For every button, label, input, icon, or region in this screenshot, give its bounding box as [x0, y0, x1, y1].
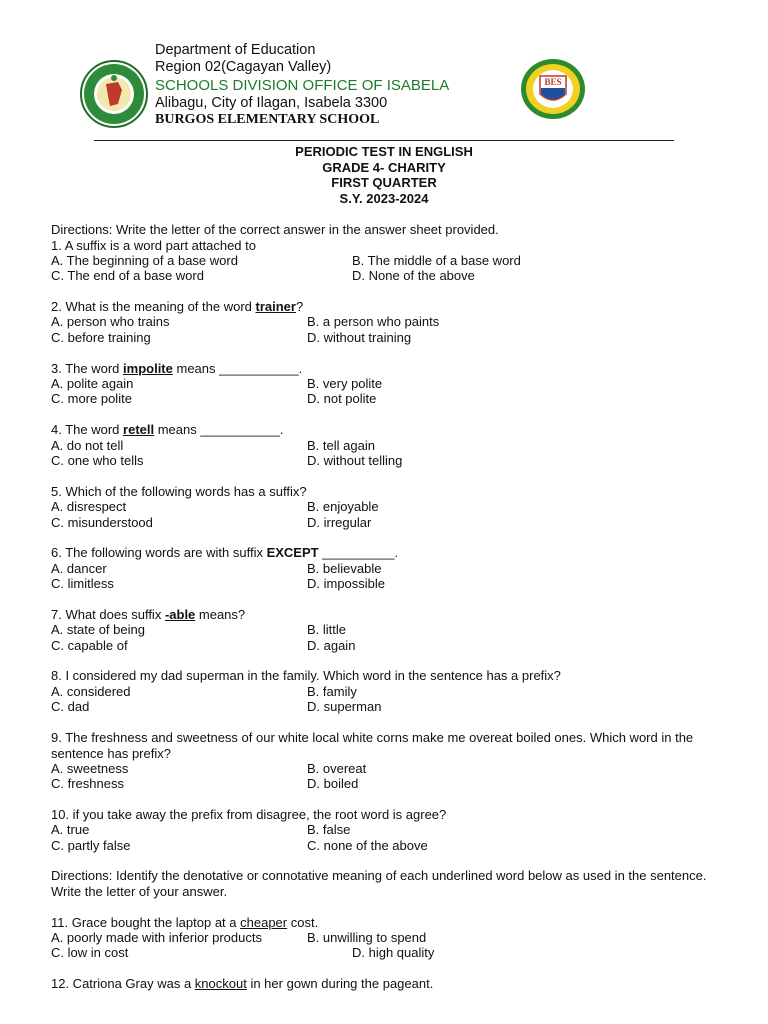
question-7-choice-b: B. little	[307, 622, 347, 637]
school-seal-letters: BES	[544, 77, 562, 87]
question-10-choice-a: A. true	[51, 822, 90, 837]
question-5-stem: 5. Which of the following words has a suffix?	[51, 484, 307, 499]
question-2-choice-b: B. a person who paints	[307, 314, 440, 329]
question-5-choice-b: B. enjoyable	[307, 499, 379, 514]
question-6-choice-a: A. dancer	[51, 561, 107, 576]
question-6-choice-c: C. limitless	[51, 576, 114, 591]
question-10-stem: 10. if you take away the prefix from disagree, the root word is agree?	[51, 807, 447, 822]
question-7-keyword: -able	[164, 607, 196, 622]
question-3-choice-a: A. polite again	[51, 376, 134, 391]
directions-part-1: Directions: Write the letter of the correct answer in the answer sheet provided.	[51, 222, 499, 237]
header-division: SCHOOLS DIVISION OFFICE OF ISABELA	[155, 77, 450, 94]
header-divider	[94, 140, 674, 141]
question-6-choice-d: D. impossible	[307, 576, 386, 591]
question-1-choice-a: A. The beginning of a base word	[51, 253, 238, 268]
question-5-choice-a: A. disrespect	[51, 499, 127, 514]
question-9-choice-d: D. boiled	[307, 776, 359, 791]
header-school-name: BURGOS ELEMENTARY SCHOOL	[155, 112, 380, 127]
question-4-stem: 4. The word retell means ___________.	[51, 422, 284, 437]
test-title: PERIODIC TEST IN ENGLISH	[295, 144, 473, 159]
question-10-choice-b: B. false	[307, 822, 351, 837]
question-4-choice-d: D. without telling	[307, 453, 403, 468]
question-3-choice-d: D. not polite	[307, 391, 377, 406]
question-8-choice-d: D. superman	[307, 699, 382, 714]
question-12-keyword: knockout	[194, 976, 247, 991]
question-9-choice-a: A. sweetness	[51, 761, 129, 776]
test-grade: GRADE 4- CHARITY	[322, 160, 446, 175]
question-2-choice-c: C. before training	[51, 330, 151, 345]
question-7-stem: 7. What does suffix -able means?	[51, 607, 246, 622]
question-4-choice-b: B. tell again	[307, 438, 375, 453]
question-6-choice-b: B. believable	[307, 561, 382, 576]
question-1-stem: 1. A suffix is a word part attached to	[51, 238, 256, 253]
question-2-stem: 2. What is the meaning of the word trainer?	[51, 299, 304, 314]
question-8-choice-b: B. family	[307, 684, 357, 699]
question-11-choice-d: D. high quality	[352, 945, 435, 960]
question-7-choice-c: C. capable of	[51, 638, 128, 653]
school-seal-logo	[520, 58, 586, 120]
question-5-choice-c: C. misunderstood	[51, 515, 153, 530]
question-11-choice-a: A. poorly made with inferior products	[51, 930, 262, 945]
question-4-choice-a: A. do not tell	[51, 438, 124, 453]
question-9-choice-c: C. freshness	[51, 776, 124, 791]
question-9-choice-b: B. overeat	[307, 761, 367, 776]
directions-part-2: Directions: Identify the denotative or connotative meaning of each underlined word below as used in the sentence. Write the letter of your answer.	[51, 868, 707, 899]
question-2-choice-d: D. without training	[307, 330, 412, 345]
deped-seal-logo	[80, 60, 148, 128]
test-school-year: S.Y. 2023-2024	[339, 191, 429, 206]
question-6-stem: 6. The following words are with suffix EXCEPT __________.	[51, 545, 399, 560]
question-11-choice-c: C. low in cost	[51, 945, 129, 960]
question-4-keyword: retell	[123, 422, 155, 437]
question-8-stem: 8. I considered my dad superman in the family. Which word in the sentence has a prefix?	[51, 668, 561, 683]
question-10-choice-c: C. partly false	[51, 838, 131, 853]
question-11-keyword: cheaper	[240, 915, 288, 930]
question-7-choice-a: A. state of being	[51, 622, 145, 637]
header-address: Alibagu, City of Ilagan, Isabela 3300	[155, 95, 388, 111]
question-8-choice-c: C. dad	[51, 699, 90, 714]
question-3-choice-c: C. more polite	[51, 391, 132, 406]
question-10-choice-d: C. none of the above	[307, 838, 428, 853]
question-2-choice-a: A. person who trains	[51, 314, 170, 329]
question-2-keyword: trainer	[255, 299, 296, 314]
question-3-keyword: impolite	[123, 361, 173, 376]
header-department: Department of Education	[155, 42, 316, 58]
question-12-stem: 12. Catriona Gray was a knockout in her gown during the pageant.	[51, 976, 434, 991]
question-3-choice-b: B. very polite	[307, 376, 383, 391]
question-1-choice-b: B. The middle of a base word	[352, 253, 521, 268]
question-7-choice-d: D. again	[307, 638, 356, 653]
test-quarter: FIRST QUARTER	[331, 175, 437, 190]
question-6-keyword: EXCEPT	[266, 545, 319, 560]
question-11-choice-b: B. unwilling to spend	[307, 930, 427, 945]
question-9-stem: 9. The freshness and sweetness of our white local white corns make me overeat boiled ones. Which word in the sentence has prefix?	[51, 730, 694, 761]
question-8-choice-a: A. considered	[51, 684, 131, 699]
header-region: Region 02(Cagayan Valley)	[155, 59, 332, 75]
question-11-stem: 11. Grace bought the laptop at a cheaper cost.	[51, 915, 319, 930]
question-1-choice-c: C. The end of a base word	[51, 268, 204, 283]
question-3-stem: 3. The word impolite means ___________.	[51, 361, 303, 376]
question-5-choice-d: D. irregular	[307, 515, 372, 530]
question-1-choice-d: D. None of the above	[352, 268, 475, 283]
question-4-choice-c: C. one who tells	[51, 453, 144, 468]
